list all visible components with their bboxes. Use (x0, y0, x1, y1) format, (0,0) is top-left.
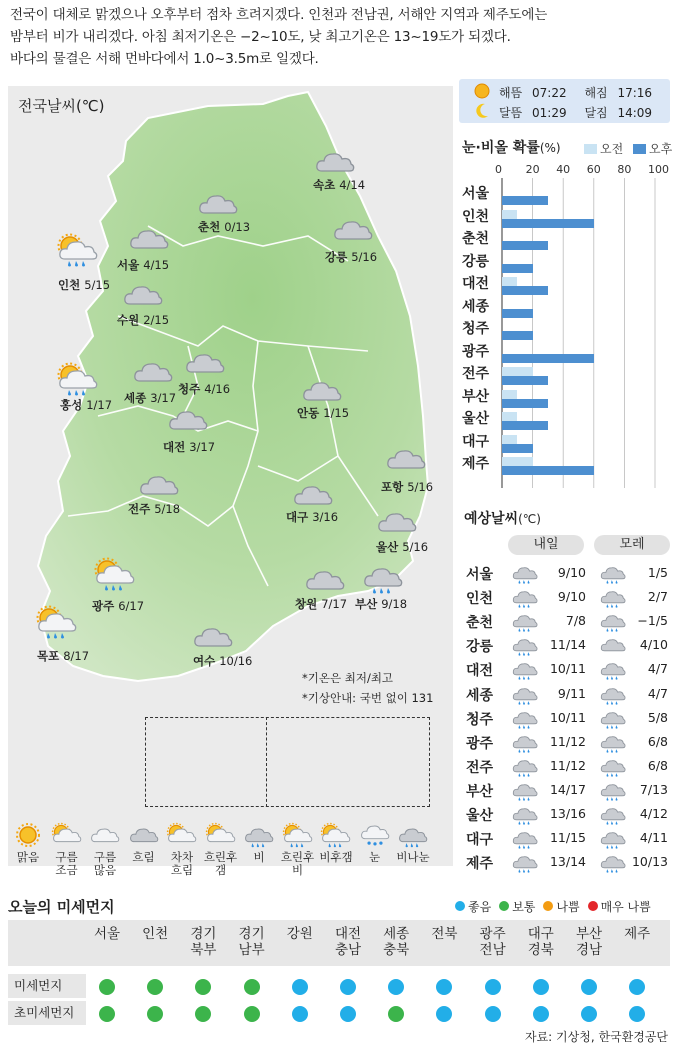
city-name: 수원 (117, 313, 140, 327)
moonset-label: 달짐 (584, 106, 608, 120)
city-temp: 4/16 (204, 382, 231, 396)
precip-bar-pm (502, 376, 548, 385)
legend-label: 눈 (368, 850, 381, 864)
legend-label: 구름 조금 (55, 850, 78, 877)
precip-city-label: 광주 (462, 343, 490, 360)
precip-bar-am (502, 457, 533, 466)
precip-city-label: 춘천 (462, 231, 490, 247)
precip-city-label: 강릉 (462, 253, 490, 270)
dust-legend-label: 좋음 (468, 900, 492, 914)
am-label: 오전 (600, 142, 624, 156)
cloud-then-clear-icon (201, 822, 241, 848)
forecast-temp-tomorrow: 14/17 (549, 781, 586, 797)
city-label (295, 597, 347, 611)
city-temp: 3/17 (189, 440, 216, 454)
dust-title: 오늘의 미세먼지 (8, 898, 115, 916)
precip-bar-pm (502, 241, 548, 250)
precip-city-label: 전주 (462, 366, 490, 382)
legend-label: 흐린후 갬 (203, 850, 238, 877)
city-name: 홍성 (60, 398, 83, 412)
rain-icon (510, 731, 540, 757)
city-weather-icon (374, 505, 420, 539)
forecast-city: 대구 (466, 832, 494, 849)
city-name: 세종 (124, 391, 147, 405)
rain-icon (239, 822, 279, 848)
inset-divider (266, 717, 267, 807)
forecast-row (462, 658, 672, 682)
rain-icon (510, 851, 540, 877)
city-label (286, 510, 338, 524)
dust-region-label: 경기 남부 (238, 926, 265, 958)
dust-level-dot (388, 1006, 404, 1022)
city-temp: 7/17 (321, 597, 348, 611)
precip-bar-pm (502, 466, 594, 475)
legend-label: 차차 흐림 (170, 850, 194, 877)
legend-item (239, 822, 279, 864)
city-name: 울산 (376, 540, 399, 554)
dust-legend-label: 보통 (512, 900, 536, 914)
forecast-city: 강릉 (466, 639, 494, 656)
dust-legend-dot (455, 901, 465, 911)
city-label (92, 599, 144, 613)
forecast-temp-dayafter: 4/11 (639, 830, 668, 846)
precip-bar-am (502, 210, 517, 219)
forecast-temp-dayafter: 4/10 (639, 637, 668, 653)
dust-legend-label: 매우 나쁨 (600, 900, 651, 914)
forecast-temp-dayafter: 5/8 (647, 709, 668, 725)
city-name: 청주 (178, 382, 201, 396)
dust-region-label: 제주 (624, 926, 651, 942)
city-label (376, 540, 428, 554)
dust-legend-item (543, 900, 579, 914)
rain-icon (510, 827, 540, 853)
city-name: 광주 (92, 599, 115, 613)
legend-item (355, 822, 395, 864)
precip-bar-am (502, 277, 517, 286)
dust-region-label: 대전 충남 (334, 926, 362, 958)
dust-level-dot (99, 1006, 115, 1022)
dust-level-dot (485, 1006, 501, 1022)
dust-level-dot (340, 1006, 356, 1022)
islands-inset (145, 717, 430, 807)
forecast-temp-tomorrow: 11/12 (549, 733, 586, 749)
precip-city-label: 제주 (462, 456, 490, 472)
rain-icon (510, 658, 540, 684)
rain-icon (510, 634, 540, 660)
precip-bar-pm (502, 399, 548, 408)
city-temp: 5/16 (402, 540, 429, 554)
precip-city-label: 세종 (462, 298, 490, 315)
forecast-temp-dayafter: 1/5 (647, 565, 668, 580)
forecast-temp-dayafter: 7/13 (639, 781, 668, 797)
forecast-temp-tomorrow: 9/10 (557, 565, 586, 580)
precip-city-label: 서울 (462, 186, 490, 202)
city-label (355, 597, 407, 611)
legend-label: 흐린후 비 (280, 850, 315, 877)
precip-bar-pm (502, 444, 533, 453)
precip-tick-label: 40 (556, 163, 571, 176)
city-name: 서울 (117, 258, 140, 272)
dust-level-dot (533, 979, 549, 995)
city-temp: 5/18 (154, 502, 181, 516)
forecast-row (462, 683, 672, 707)
forecast-temp-tomorrow: 13/16 (549, 806, 586, 821)
city-name: 대전 (163, 440, 186, 454)
legend-item (85, 822, 125, 877)
city-label (193, 654, 252, 668)
precip-city-label: 청주 (462, 321, 490, 337)
snow-icon (355, 822, 395, 848)
dust-legend-item (588, 900, 651, 914)
city-temp: 1/17 (86, 398, 113, 412)
dust-level-dot (147, 979, 163, 995)
forecast-temp-tomorrow: 9/11 (557, 685, 586, 701)
dust-level-dot (436, 979, 452, 995)
forecast-city: 울산 (466, 808, 494, 824)
rain-then-clear-icon (316, 822, 356, 848)
dust-level-dot (581, 979, 597, 995)
precip-bar-am (502, 367, 533, 376)
dust-region-label: 전북 (431, 926, 458, 942)
rain-icon (510, 562, 540, 588)
dust-level-dot (436, 1006, 452, 1022)
city-name: 춘천 (198, 220, 221, 234)
dust-legend-dot (543, 901, 553, 911)
legend-item (393, 822, 433, 864)
pm-label: 오후 (649, 142, 673, 156)
forecast-row (462, 851, 672, 875)
forecast-row (462, 707, 672, 731)
forecast-unit: (℃) (518, 512, 541, 526)
legend-item (278, 822, 318, 877)
dust-row (8, 974, 670, 998)
dust-region-label: 경기 북부 (190, 926, 217, 958)
note-phone: *기상안내: 국번 없이 131 (302, 691, 434, 705)
precip-bar-pm (502, 264, 533, 273)
intro-line: 바다의 물결은 서해 먼바다에서 1.0~3.5m로 일겠다. (10, 51, 319, 67)
forecast-city: 광주 (466, 735, 494, 752)
dust-region-label: 인천 (142, 926, 169, 942)
rain-or-snow-icon (393, 822, 433, 848)
intro-line: 밤부터 비가 내리겠다. 아침 최저기온은 −2~10도, 낮 최고기온은 13~19도가 되겠다. (10, 29, 511, 45)
dust-region-label: 대구 경북 (527, 926, 554, 958)
precip-city-label: 부산 (462, 388, 490, 405)
city-name: 속초 (313, 178, 336, 192)
dust-region-label: 세종 충북 (383, 926, 410, 958)
forecast-temp-tomorrow: 13/14 (549, 854, 586, 870)
cloud-then-rain-icon (278, 822, 318, 848)
city-label (128, 502, 180, 516)
cloud-light-icon (85, 822, 125, 848)
dust-level-dot (195, 979, 211, 995)
dust-level-dot (99, 979, 115, 995)
city-temp: 4/15 (143, 258, 170, 272)
precip-bar-pm (502, 286, 548, 295)
forecast-row (462, 634, 672, 658)
precip-title-text: 눈·비올 확률 (462, 140, 540, 156)
legend-item (316, 822, 356, 864)
rain-icon (510, 755, 540, 781)
precip-city-label: 인천 (462, 208, 490, 225)
precip-bar-am (502, 412, 517, 421)
note-temp: *기온은 최저/최고 (302, 671, 394, 685)
dust-level-dot (292, 979, 308, 995)
moonset-time: 14:09 (617, 106, 653, 120)
sun-icon (8, 822, 48, 848)
legend-item (47, 822, 87, 877)
city-weather-icon (360, 560, 406, 594)
precip-tick-label: 80 (617, 163, 632, 176)
city-name: 창원 (295, 597, 318, 611)
dust-level-dot (244, 1006, 260, 1022)
precip-tick-label: 0 (495, 163, 502, 176)
forecast-row (462, 803, 672, 827)
precip-city-label: 대전 (462, 276, 490, 292)
forecast-row (462, 827, 672, 851)
legend-label: 흐림 (132, 850, 155, 864)
city-weather-icon (34, 605, 80, 639)
dust-header (8, 920, 670, 966)
precip-unit: (%) (539, 141, 561, 155)
dust-row-label: 초미세먼지 (8, 1001, 86, 1025)
sunrise-time: 07:22 (532, 86, 567, 100)
dust-legend (455, 898, 651, 915)
precip-bar-pm (502, 331, 533, 340)
legend-item (8, 822, 48, 864)
dust-region-label: 서울 (93, 926, 121, 942)
city-temp: 0/13 (224, 220, 251, 234)
sunset-label: 해짐 (584, 86, 608, 100)
forecast-city: 부산 (466, 783, 494, 800)
forecast-temp-tomorrow: 9/10 (557, 589, 586, 605)
forecast-temp-dayafter: 6/8 (647, 757, 668, 773)
forecast-temp-tomorrow: 7/8 (565, 613, 586, 629)
dust-region-label: 부산 경남 (575, 926, 603, 958)
rain-icon (510, 707, 540, 733)
map-title: 전국날씨(℃) (18, 97, 105, 115)
forecast-city: 전주 (466, 759, 494, 776)
city-temp: 10/16 (219, 654, 253, 668)
forecast-city: 제주 (466, 856, 494, 873)
intro-line: 전국이 대체로 맑겠으나 오후부터 점차 흐려지겠다. 인천과 전남권, 서해안 지역과 제주도에는 (10, 7, 548, 23)
forecast-temp-dayafter: 4/7 (647, 685, 668, 701)
forecast-col-tomorrow: 내일 (508, 535, 584, 555)
city-name: 강릉 (325, 250, 348, 264)
city-name: 안동 (297, 406, 320, 420)
forecast-temp-dayafter: 2/7 (647, 589, 668, 605)
city-name: 전주 (128, 502, 151, 516)
precip-tick-label: 60 (586, 163, 601, 176)
city-weather-icon (302, 563, 348, 597)
dust-level-dot (629, 979, 645, 995)
dust-legend-dot (499, 901, 509, 911)
moonrise-label: 달뜸 (499, 106, 523, 120)
rain-icon (510, 683, 540, 709)
forecast-temp-tomorrow: 10/11 (549, 709, 586, 725)
dust-level-dot (485, 979, 501, 995)
forecast-city: 대전 (466, 663, 494, 680)
city-temp: 8/17 (63, 649, 90, 663)
rain-icon (510, 586, 540, 612)
dust-level-dot (388, 979, 404, 995)
forecast-title (464, 508, 541, 528)
city-temp: 4/14 (339, 178, 366, 192)
dust-legend-label: 나쁨 (556, 900, 580, 914)
forecast-col-dayafter: 모레 (594, 535, 670, 555)
city-temp: 3/17 (150, 391, 177, 405)
city-name: 목포 (37, 649, 60, 663)
precip-city-label: 울산 (462, 411, 490, 427)
city-name: 포항 (381, 480, 404, 494)
forecast-row (462, 610, 672, 634)
city-weather-icon (92, 557, 138, 591)
legend-item (124, 822, 164, 864)
forecast-temp-dayafter: 6/8 (647, 733, 668, 749)
city-weather-icon (190, 620, 236, 654)
legend-label: 구름 많음 (93, 850, 117, 877)
precip-bar-pm (502, 219, 594, 228)
forecast-city: 서울 (466, 567, 494, 583)
city-label (37, 649, 89, 663)
city-temp: 5/16 (351, 250, 378, 264)
precip-bar-pm (502, 354, 594, 363)
forecast-temp-tomorrow: 11/12 (549, 757, 586, 773)
forecast-temp-dayafter: −1/5 (637, 613, 668, 629)
forecast-row (462, 586, 672, 610)
precip-bar-am (502, 390, 517, 399)
forecast-temp-tomorrow: 10/11 (549, 661, 586, 677)
dust-level-dot (147, 1006, 163, 1022)
city-temp: 2/15 (143, 313, 170, 327)
city-temp: 5/16 (407, 480, 434, 494)
precip-tick-label: 100 (648, 163, 669, 176)
city-name: 부산 (355, 597, 378, 611)
source-text: 자료: 기상청, 한국환경공단 (525, 1030, 668, 1044)
city-temp: 9/18 (381, 597, 408, 611)
dust-row-label: 미세먼지 (8, 974, 86, 998)
dust-legend-dot (588, 901, 598, 911)
precip-city-label: 대구 (462, 433, 490, 450)
precip-bar-pm (502, 196, 548, 205)
dust-level-dot (292, 1006, 308, 1022)
map-notes (302, 668, 433, 708)
precip-tick-label: 20 (525, 163, 540, 176)
legend-item (162, 822, 202, 877)
precip-gridlines (0, 0, 680, 500)
city-name: 대구 (286, 510, 309, 524)
dust-level-dot (533, 1006, 549, 1022)
city-name: 인천 (58, 278, 81, 292)
dust-legend-item (455, 900, 491, 914)
forecast-temp-tomorrow: 11/14 (549, 637, 586, 653)
forecast-row (462, 779, 672, 803)
precip-bar-am (502, 435, 517, 444)
forecast-temp-dayafter: 4/7 (647, 661, 668, 677)
forecast-city: 인천 (466, 591, 494, 608)
forecast-title-text: 예상날씨 (464, 511, 519, 527)
dust-level-dot (195, 1006, 211, 1022)
forecast-row (462, 731, 672, 755)
legend-label: 맑음 (16, 850, 40, 864)
dust-level-dot (629, 1006, 645, 1022)
rain-icon (510, 779, 540, 805)
city-name: 여수 (193, 654, 216, 668)
city-temp: 3/16 (312, 510, 339, 524)
precip-bar-pm (502, 421, 548, 430)
dust-region-label: 광주 전남 (479, 926, 506, 958)
dust-region-label: 강원 (286, 926, 313, 942)
dust-level-dot (244, 979, 260, 995)
legend-label: 비 (253, 850, 265, 864)
forecast-temp-dayafter: 10/13 (631, 854, 668, 870)
sun-cloud-icon (47, 822, 87, 848)
dust-level-dot (340, 979, 356, 995)
sun-cloud-gradual-icon (162, 822, 202, 848)
forecast-row (462, 755, 672, 779)
legend-item (201, 822, 241, 877)
legend-label: 비후갬 (319, 850, 353, 864)
forecast-row (462, 562, 672, 586)
city-temp: 1/15 (323, 406, 350, 420)
forecast-city: 세종 (466, 687, 494, 704)
dust-legend-item (499, 900, 535, 914)
sunset-time: 17:16 (617, 86, 653, 100)
city-temp: 5/15 (84, 278, 111, 292)
cloud-dark-icon (124, 822, 164, 848)
rain-icon (510, 610, 540, 636)
dust-level-dot (581, 1006, 597, 1022)
city-temp: 6/17 (118, 599, 145, 613)
precip-bar-pm (502, 309, 533, 318)
legend-label: 비나눈 (396, 850, 430, 864)
dust-row (8, 1001, 670, 1025)
forecast-city: 청주 (466, 711, 494, 728)
forecast-temp-tomorrow: 11/15 (549, 830, 586, 846)
forecast-temp-dayafter: 4/12 (639, 806, 668, 821)
sunrise-label: 해뜸 (499, 86, 523, 100)
forecast-city: 춘천 (466, 615, 494, 632)
moonrise-time: 01:29 (532, 106, 567, 120)
rain-icon (510, 803, 540, 829)
